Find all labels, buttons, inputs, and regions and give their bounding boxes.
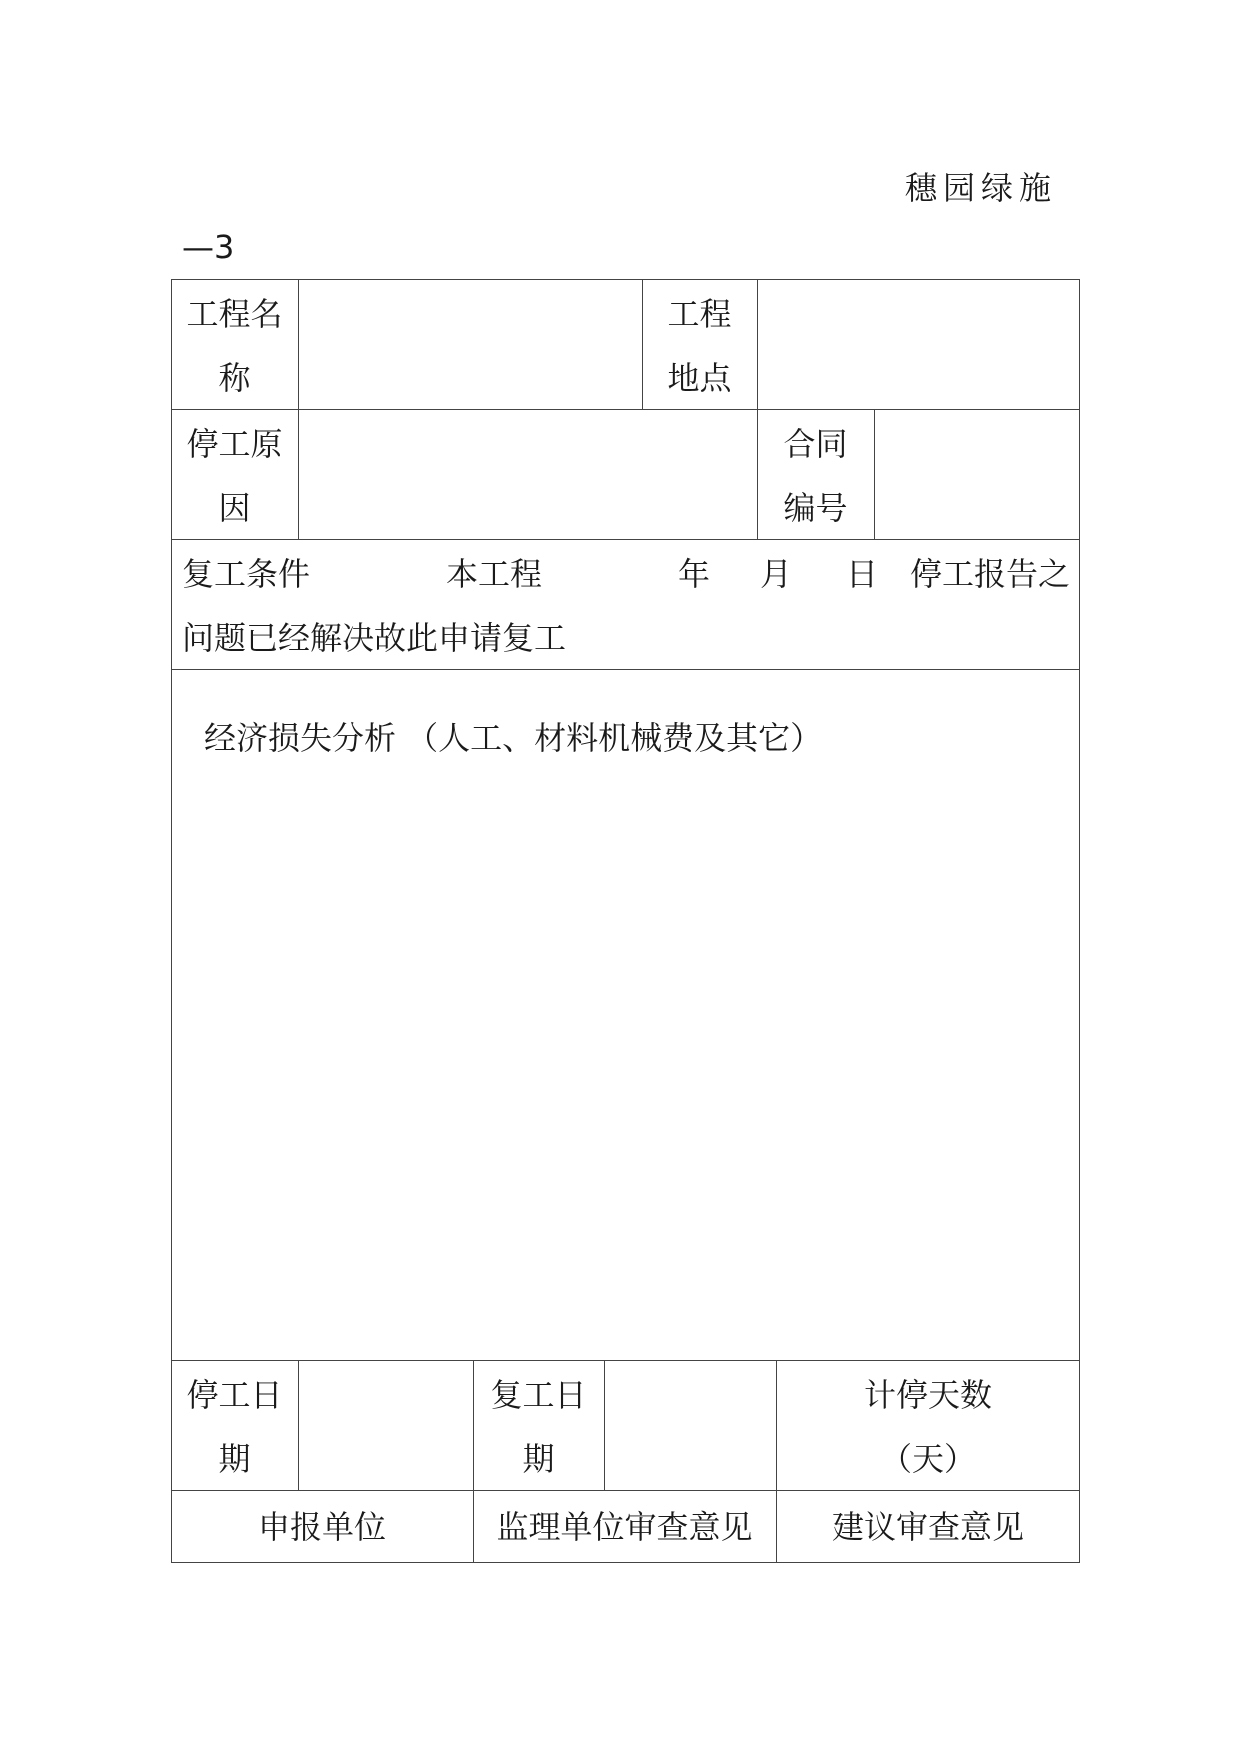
stop-date-label: 期 (218, 1440, 251, 1478)
applicant-label: 申报单位 (257, 1508, 386, 1546)
stop-date-label: 停工日 (186, 1376, 283, 1414)
project-name-label: 工程名 (186, 295, 283, 333)
contract-no-label: 合同 (783, 425, 848, 463)
stop-days-label: 计停天数 (863, 1376, 992, 1414)
contract-no-label: 编号 (783, 489, 848, 527)
col-divider (604, 1360, 605, 1490)
project-location-label: 地点 (667, 359, 732, 397)
row-divider (171, 409, 1080, 410)
resume-condition-tail: 停工报告之 (910, 555, 1071, 593)
col-divider (757, 279, 758, 409)
col-divider (298, 1360, 299, 1490)
suggestion-opinion-label: 建议审查意见 (831, 1508, 1024, 1546)
supervisor-opinion-label: 监理单位审查意见 (496, 1508, 753, 1546)
form-code: 穗园绿施 (905, 169, 1058, 207)
resume-condition-year: 年 (678, 555, 711, 593)
stop-days-label: （天） (879, 1440, 976, 1478)
project-name-label: 称 (218, 359, 251, 397)
row-divider (171, 539, 1080, 540)
stop-reason-label: 停工原 (186, 425, 283, 463)
resume-condition-day: 日 (846, 555, 879, 593)
col-divider (298, 279, 299, 409)
resume-condition-label: 复工条件 (182, 555, 311, 593)
resume-date-label: 期 (522, 1440, 555, 1478)
project-location-label: 工程 (667, 295, 732, 333)
resume-date-label: 复工日 (490, 1376, 587, 1414)
col-divider (298, 409, 299, 539)
form-number: —3 (182, 228, 235, 266)
col-divider (874, 409, 875, 539)
row-divider (171, 1360, 1080, 1361)
resume-condition-month: 月 (760, 555, 793, 593)
loss-analysis-label: 经济损失分析 （人工、材料机械费及其它） (204, 719, 823, 757)
resume-condition-project: 本工程 (446, 555, 543, 593)
resume-condition-line2: 问题已经解决故此申请复工 (182, 619, 567, 657)
stop-reason-label: 因 (218, 489, 251, 527)
